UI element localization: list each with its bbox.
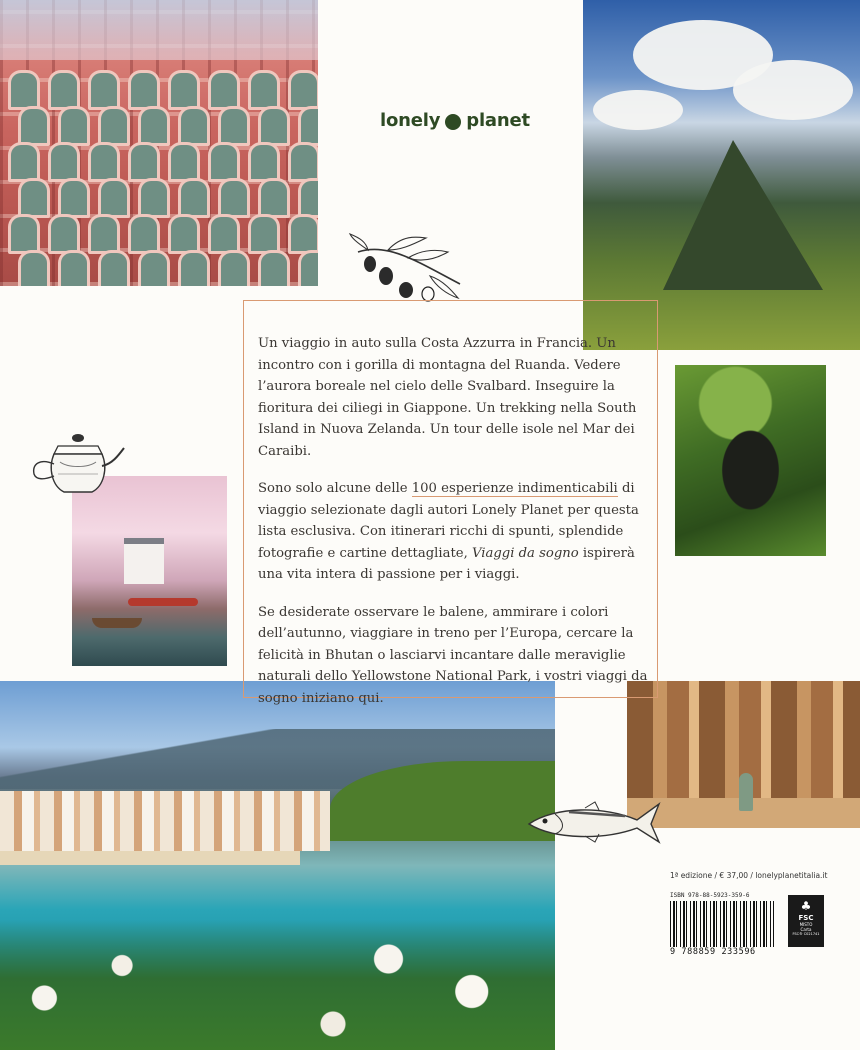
fsc-logo: FSC — [798, 914, 814, 922]
palace-window — [168, 214, 200, 254]
palace-window — [298, 106, 318, 146]
foreground-flowers — [0, 920, 555, 1050]
palace-window — [178, 106, 210, 146]
mountain-peak — [663, 140, 823, 290]
palace-window — [48, 214, 80, 254]
palace-window — [138, 178, 170, 218]
paragraph-2-end: ispirerà una vita intera di passione per i viaggi. — [258, 545, 635, 582]
palace-window — [218, 250, 250, 286]
cherry-blossom-castle-photo — [72, 476, 227, 666]
palace-window — [138, 106, 170, 146]
palace-window — [248, 142, 280, 182]
castle — [124, 538, 164, 584]
palace-window — [98, 250, 130, 286]
logo-text-left: lonely — [380, 110, 441, 131]
palace-window — [208, 142, 240, 182]
palace-window — [58, 250, 90, 286]
edition-price-line: 1ª edizione / € 37,00 / lonelyplanetitalia.it — [670, 871, 828, 880]
lonely-planet-logo — [380, 110, 530, 131]
fsc-tree-icon: ♣ — [800, 899, 812, 913]
palace-window — [8, 214, 40, 254]
palace-window — [8, 70, 40, 110]
paragraph-2 — [258, 478, 648, 586]
fsc-code: FSC® C021741 — [792, 932, 820, 936]
paragraph-2-start: Sono solo alcune delle — [258, 481, 412, 496]
beach — [0, 851, 300, 865]
palace-window — [128, 142, 160, 182]
globe-icon — [445, 114, 461, 130]
village — [0, 791, 330, 851]
pink-palace-photo — [0, 0, 318, 286]
boat — [92, 618, 142, 628]
barcode-bars — [670, 901, 774, 947]
palace-window — [208, 214, 240, 254]
palace-window — [138, 250, 170, 286]
palace-window — [168, 70, 200, 110]
palace-window — [288, 142, 318, 182]
palace-window — [288, 70, 318, 110]
palace-window — [258, 250, 290, 286]
fsc-line2: Carta — [800, 927, 812, 932]
palace-window — [258, 178, 290, 218]
palace-window — [288, 214, 318, 254]
cloud — [593, 90, 683, 130]
isbn-text: ISBN 978-88-5923-359-6 — [670, 892, 750, 899]
bridge — [128, 598, 198, 606]
palace-window — [48, 70, 80, 110]
palace-window — [58, 178, 90, 218]
sky-strip — [0, 0, 318, 60]
palace-window — [18, 178, 50, 218]
highlight-100-experiences: 100 esperienze indimenticabili — [411, 481, 618, 496]
palace-window — [48, 142, 80, 182]
teapot-icon — [28, 428, 128, 498]
palace-window — [98, 106, 130, 146]
palace-window — [98, 178, 130, 218]
cloud — [733, 60, 853, 120]
barcode-digits: 9 788859 233596 — [670, 947, 756, 957]
fish-icon — [525, 800, 665, 845]
palace-window — [208, 70, 240, 110]
palace-window — [128, 214, 160, 254]
mountain-ruins-photo — [583, 0, 860, 350]
palace-window — [178, 178, 210, 218]
logo-text-right: planet — [466, 110, 530, 131]
palace-window — [8, 142, 40, 182]
palace-window — [88, 214, 120, 254]
palace-window — [88, 142, 120, 182]
palace-window — [298, 250, 318, 286]
barcode — [670, 892, 774, 958]
palace-window — [258, 106, 290, 146]
olive-branch-icon — [348, 232, 468, 302]
paragraph-3: Se desiderate osservare le balene, ammirare i colori dell’autunno, viaggiare in treno per l’Europa, cercare la felicità in Bhutan o lasciarvi incantare dalle meraviglie naturali dello Yellowstone National Park, i vostri viaggi da sogno iniziano qui. — [258, 604, 648, 706]
palace-window — [178, 250, 210, 286]
palace-window — [248, 70, 280, 110]
description-text — [258, 333, 648, 725]
palace-window — [18, 106, 50, 146]
person-figure — [739, 773, 753, 811]
palace-window — [88, 70, 120, 110]
palace-window — [168, 142, 200, 182]
palace-window — [248, 214, 280, 254]
paragraph-1: Un viaggio in auto sulla Costa Azzurra in Francia. Un incontro con i gorilla di montagna del Ruanda. Vedere l’aurora boreale nel cielo delle Svalbard. Inseguire la fioritura dei ciliegi in Giappone. Un trekking nella South Island in Nuova Zelanda. Un tour delle isole nel Mar dei Caraibi. — [258, 336, 637, 459]
palace-window — [128, 70, 160, 110]
palace-window — [58, 106, 90, 146]
book-title: Viaggi da sogno — [471, 545, 579, 561]
fsc-line1: MISTO — [799, 922, 813, 927]
fsc-badge — [788, 895, 824, 947]
palace-window — [298, 178, 318, 218]
coastal-bay-photo — [0, 681, 555, 1050]
gorilla-photo — [675, 365, 826, 556]
palace-window — [218, 106, 250, 146]
palace-window — [18, 250, 50, 286]
palace-window — [218, 178, 250, 218]
paragraph-2-middle: di viaggio selezionate dagli autori Lonely Planet per questa lista esclusiva. Con itinerari ricchi di spunti, splendide fotografie e cartine dettagliate, — [258, 481, 639, 561]
